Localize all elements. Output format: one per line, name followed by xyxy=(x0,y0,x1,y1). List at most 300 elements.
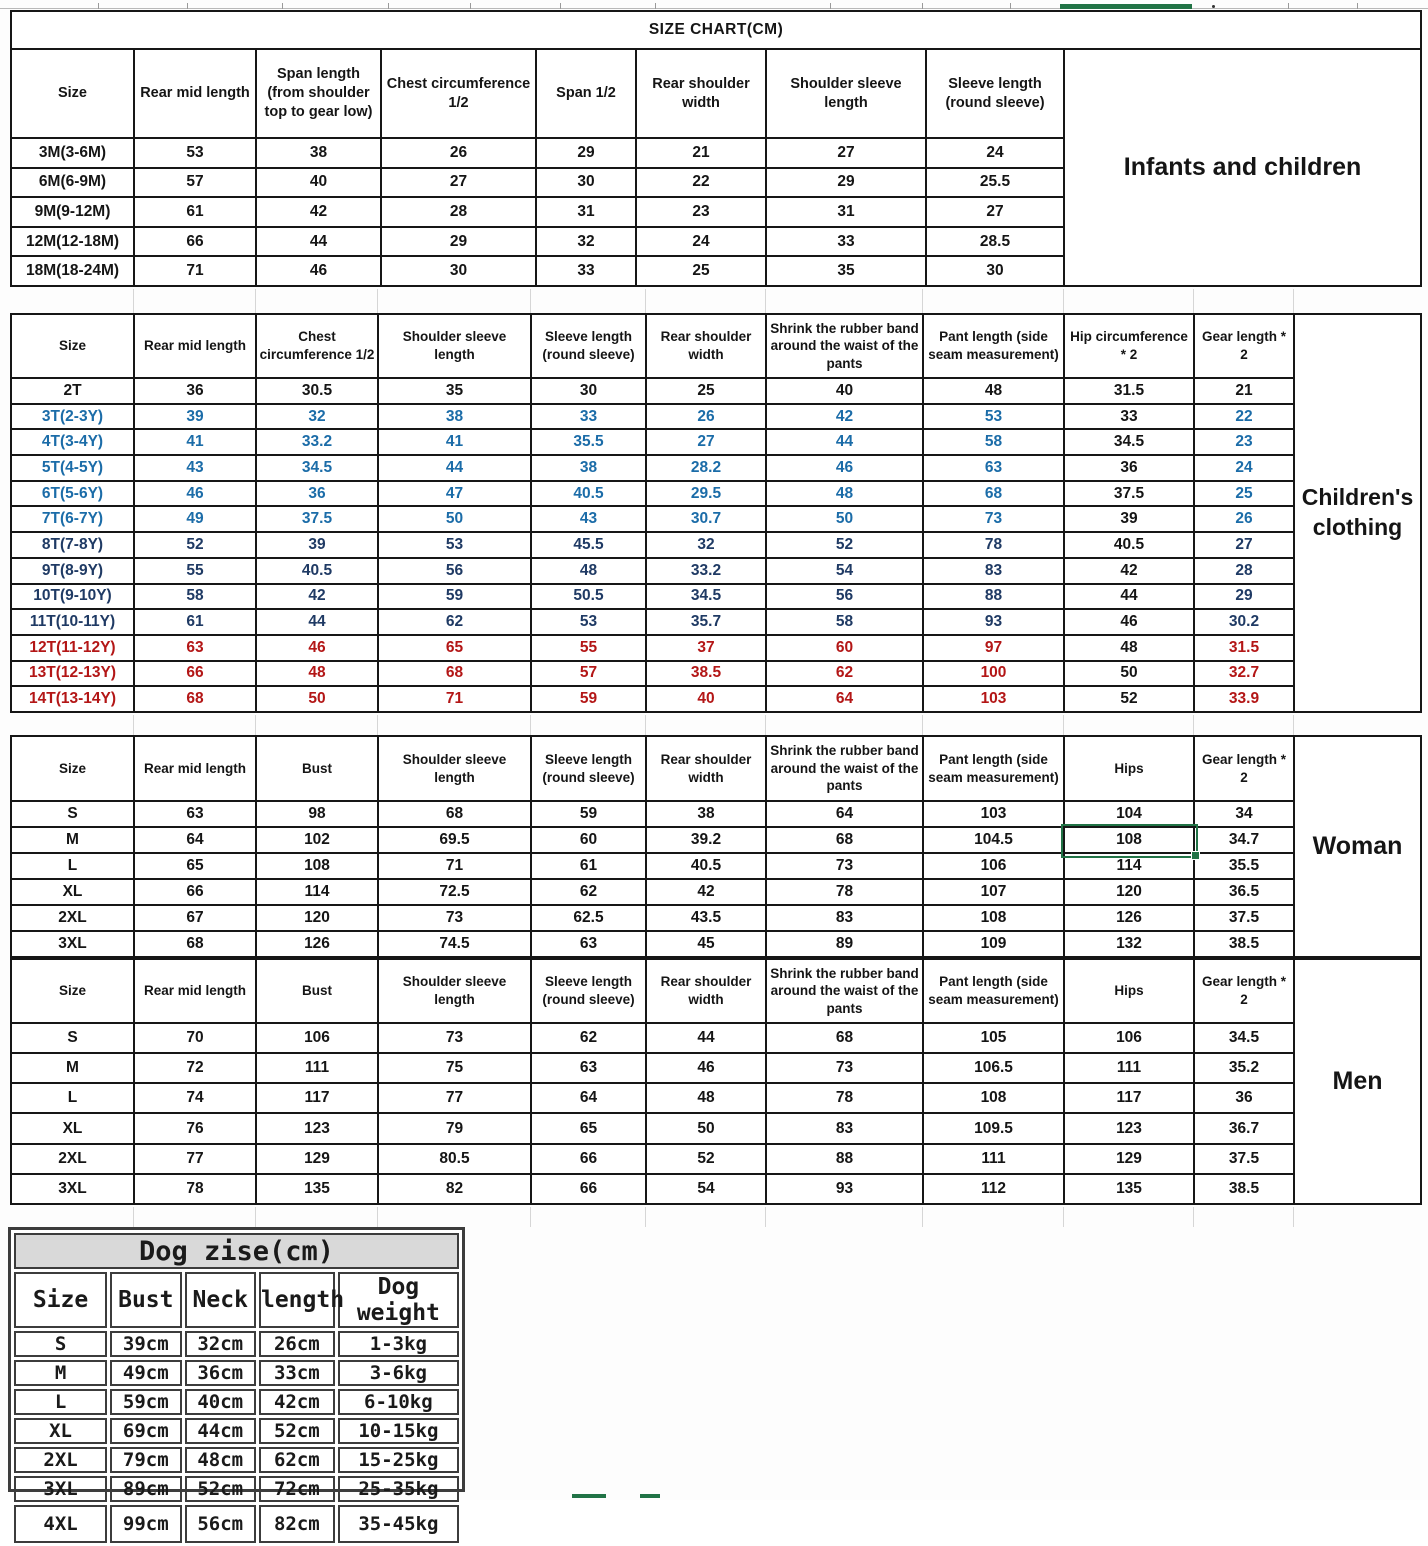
value-cell: 120 xyxy=(256,905,378,931)
value-cell: 68 xyxy=(134,931,256,957)
value-cell: 24 xyxy=(926,138,1064,168)
value-cell: 46 xyxy=(1064,609,1194,635)
value-cell: 36.5 xyxy=(1194,879,1294,905)
column-header: Gear length * 2 xyxy=(1194,314,1294,378)
value-cell: 80.5 xyxy=(378,1144,531,1174)
value-cell: 36 xyxy=(1064,455,1194,481)
value-cell: 88 xyxy=(923,584,1064,610)
size-label-cell: 2XL xyxy=(11,905,134,931)
value-cell: 65 xyxy=(378,635,531,661)
value-cell: 40 xyxy=(646,686,766,712)
value-cell: 38.5 xyxy=(1194,931,1294,957)
column-header: Rear shoulder width xyxy=(646,959,766,1023)
value-cell: 69.5 xyxy=(378,827,531,853)
header-row xyxy=(11,959,1421,1023)
value-cell: 83 xyxy=(766,1113,923,1143)
column-header: Hip circumference * 2 xyxy=(1064,314,1194,378)
value-cell: 30 xyxy=(381,256,536,286)
value-cell: 21 xyxy=(636,138,766,168)
size-label-cell: 4T(3-4Y) xyxy=(11,429,134,455)
value-cell: 64 xyxy=(766,801,923,827)
header-row xyxy=(14,1272,459,1328)
value-cell: 62cm xyxy=(259,1447,335,1473)
gridline-stub xyxy=(255,715,256,735)
value-cell: 27 xyxy=(381,168,536,198)
table-row xyxy=(14,1447,459,1473)
gridline-dot xyxy=(1212,5,1215,8)
gridline-stub xyxy=(530,715,531,735)
column-header: Rear shoulder width xyxy=(646,314,766,378)
value-cell: 35 xyxy=(378,378,531,404)
table-row xyxy=(11,429,1421,455)
value-cell: 72 xyxy=(134,1053,256,1083)
size-label-cell: 6T(5-6Y) xyxy=(11,481,134,507)
value-cell: 117 xyxy=(1064,1083,1194,1113)
value-cell: 135 xyxy=(1064,1174,1194,1204)
value-cell: 98 xyxy=(256,801,378,827)
value-cell: 63 xyxy=(134,635,256,661)
table-row xyxy=(14,1505,459,1543)
column-header: Bust xyxy=(110,1272,181,1328)
column-header: Size xyxy=(11,959,134,1023)
value-cell: 48 xyxy=(766,481,923,507)
value-cell: 52cm xyxy=(259,1418,335,1444)
value-cell: 93 xyxy=(766,1174,923,1204)
value-cell: 32.7 xyxy=(1194,661,1294,687)
value-cell: 71 xyxy=(134,256,256,286)
value-cell: 59 xyxy=(378,584,531,610)
value-cell: 68 xyxy=(134,686,256,712)
gridline-stub xyxy=(255,1207,256,1227)
value-cell: 39.2 xyxy=(646,827,766,853)
value-cell: 102 xyxy=(256,827,378,853)
column-header: Hips xyxy=(1064,736,1194,801)
value-cell: 43 xyxy=(134,455,256,481)
value-cell: 37 xyxy=(646,635,766,661)
value-cell: 40.5 xyxy=(531,481,646,507)
size-label-cell: 13T(12-13Y) xyxy=(11,661,134,687)
table-row xyxy=(14,1360,459,1386)
value-cell: 33.2 xyxy=(646,558,766,584)
value-cell: 35.7 xyxy=(646,609,766,635)
value-cell: 59 xyxy=(531,801,646,827)
value-cell: 26 xyxy=(1194,506,1294,532)
value-cell: 114 xyxy=(1064,853,1194,879)
value-cell: 26cm xyxy=(259,1331,335,1357)
value-cell: 79cm xyxy=(110,1447,181,1473)
value-cell: 105 xyxy=(923,1023,1064,1053)
size-label-cell: 14T(13-14Y) xyxy=(11,686,134,712)
value-cell: 42cm xyxy=(259,1389,335,1415)
table-row xyxy=(11,609,1421,635)
table-row xyxy=(11,1023,1421,1053)
value-cell: 46 xyxy=(256,256,381,286)
value-cell: 29.5 xyxy=(646,481,766,507)
header-row xyxy=(11,736,1421,801)
column-header: Shoulder sleeve length xyxy=(378,959,531,1023)
value-cell: 46 xyxy=(134,481,256,507)
value-cell: 39 xyxy=(256,532,378,558)
value-cell: 39cm xyxy=(110,1331,181,1357)
value-cell: 25 xyxy=(636,256,766,286)
column-header: Chest circumference 1/2 xyxy=(381,49,536,138)
value-cell: 61 xyxy=(134,197,256,227)
value-cell: 44 xyxy=(646,1023,766,1053)
value-cell: 33 xyxy=(1064,404,1194,430)
value-cell: 106 xyxy=(923,853,1064,879)
value-cell: 38.5 xyxy=(1194,1174,1294,1204)
value-cell: 42 xyxy=(256,197,381,227)
value-cell: 111 xyxy=(256,1053,378,1083)
value-cell: 49 xyxy=(134,506,256,532)
value-cell: 77 xyxy=(378,1083,531,1113)
value-cell: 46 xyxy=(646,1053,766,1083)
size-label-cell: 3XL xyxy=(11,931,134,957)
table-row xyxy=(11,1174,1421,1204)
selected-column-highlight xyxy=(1060,4,1192,9)
value-cell: 82cm xyxy=(259,1505,335,1543)
column-header: Shoulder sleeve length xyxy=(766,49,926,138)
table-row xyxy=(11,1144,1421,1174)
value-cell: 53 xyxy=(923,404,1064,430)
value-cell: 29 xyxy=(536,138,636,168)
value-cell: 61 xyxy=(531,853,646,879)
value-cell: 31.5 xyxy=(1194,635,1294,661)
value-cell: 1-3kg xyxy=(338,1331,459,1357)
table-row xyxy=(14,1331,459,1357)
value-cell: 123 xyxy=(1064,1113,1194,1143)
value-cell: 36.7 xyxy=(1194,1113,1294,1143)
value-cell: 46 xyxy=(256,635,378,661)
value-cell: 50 xyxy=(766,506,923,532)
column-header: Gear length * 2 xyxy=(1194,959,1294,1023)
gridline-stub xyxy=(645,1207,646,1227)
value-cell: 38 xyxy=(531,455,646,481)
value-cell: 54 xyxy=(766,558,923,584)
column-header: Rear mid length xyxy=(134,314,256,378)
value-cell: 58 xyxy=(923,429,1064,455)
value-cell: 112 xyxy=(923,1174,1064,1204)
value-cell: 42 xyxy=(256,584,378,610)
value-cell: 33 xyxy=(531,404,646,430)
gridline-stub xyxy=(133,289,134,313)
value-cell: 43 xyxy=(531,506,646,532)
gridline-tick xyxy=(1288,3,1289,9)
value-cell: 62 xyxy=(378,609,531,635)
gridline-stub xyxy=(1193,1207,1194,1227)
value-cell: 38 xyxy=(378,404,531,430)
table-row xyxy=(11,827,1421,853)
value-cell: 45 xyxy=(646,931,766,957)
value-cell: 37.5 xyxy=(1194,905,1294,931)
value-cell: 25.5 xyxy=(926,168,1064,198)
value-cell: 73 xyxy=(378,905,531,931)
value-cell: 62 xyxy=(531,879,646,905)
value-cell: 100 xyxy=(923,661,1064,687)
size-table-woman xyxy=(10,735,1422,958)
gridline-stub xyxy=(922,715,923,735)
column-header: Pant length (side seam measurement) xyxy=(923,736,1064,801)
size-label-cell: M xyxy=(14,1360,107,1386)
value-cell: 35 xyxy=(766,256,926,286)
value-cell: 55 xyxy=(134,558,256,584)
dog-table-title: Dog zise(cm) xyxy=(14,1233,459,1269)
value-cell: 26 xyxy=(646,404,766,430)
value-cell: 34.5 xyxy=(256,455,378,481)
value-cell: 57 xyxy=(531,661,646,687)
column-header: Size xyxy=(11,314,134,378)
value-cell: 35.5 xyxy=(531,429,646,455)
size-label-cell: S xyxy=(11,801,134,827)
value-cell: 32 xyxy=(256,404,378,430)
value-cell: 48 xyxy=(923,378,1064,404)
value-cell: 66 xyxy=(531,1174,646,1204)
dog-size-table xyxy=(11,1230,462,1546)
size-table-men xyxy=(10,958,1422,1205)
value-cell: 82 xyxy=(378,1174,531,1204)
value-cell: 78 xyxy=(766,1083,923,1113)
value-cell: 43.5 xyxy=(646,905,766,931)
size-label-cell: 12T(11-12Y) xyxy=(11,635,134,661)
dog-size-table-frame xyxy=(8,1227,465,1535)
value-cell: 99cm xyxy=(110,1505,181,1543)
value-cell: 40.5 xyxy=(646,853,766,879)
table-row xyxy=(11,686,1421,712)
size-label-cell: 2XL xyxy=(11,1144,134,1174)
size-label-cell: XL xyxy=(11,1113,134,1143)
gridline-stub xyxy=(133,1207,134,1227)
value-cell: 52cm xyxy=(185,1476,256,1502)
value-cell: 75 xyxy=(378,1053,531,1083)
value-cell: 33.2 xyxy=(256,429,378,455)
value-cell: 28 xyxy=(1194,558,1294,584)
table-row xyxy=(11,1113,1421,1143)
value-cell: 34 xyxy=(1194,801,1294,827)
size-label-cell: 2T xyxy=(11,378,134,404)
value-cell: 68 xyxy=(378,661,531,687)
value-cell: 49cm xyxy=(110,1360,181,1386)
value-cell: 103 xyxy=(923,801,1064,827)
value-cell: 97 xyxy=(923,635,1064,661)
value-cell: 52 xyxy=(646,1144,766,1174)
value-cell: 78 xyxy=(923,532,1064,558)
value-cell: 50 xyxy=(1064,661,1194,687)
gridline-stub xyxy=(765,715,766,735)
gridline-stub xyxy=(133,715,134,735)
value-cell: 32 xyxy=(646,532,766,558)
column-header: Shrink the rubber band around the waist of the pants xyxy=(766,959,923,1023)
value-cell: 65 xyxy=(134,853,256,879)
value-cell: 108 xyxy=(1064,827,1194,853)
value-cell: 24 xyxy=(636,227,766,257)
size-label-cell: 9M(9-12M) xyxy=(11,197,134,227)
value-cell: 35-45kg xyxy=(338,1505,459,1543)
table-row xyxy=(11,931,1421,957)
value-cell: 23 xyxy=(636,197,766,227)
value-cell: 44cm xyxy=(185,1418,256,1444)
size-table-children xyxy=(10,313,1422,713)
value-cell: 34.5 xyxy=(1194,1023,1294,1053)
value-cell: 28 xyxy=(381,197,536,227)
table-row xyxy=(11,661,1421,687)
column-header: Rear shoulder width xyxy=(636,49,766,138)
sheet-tab-indicator xyxy=(572,1494,606,1498)
value-cell: 42 xyxy=(766,404,923,430)
value-cell: 111 xyxy=(1064,1053,1194,1083)
value-cell: 69cm xyxy=(110,1418,181,1444)
size-label-cell: M xyxy=(11,1053,134,1083)
value-cell: 52 xyxy=(134,532,256,558)
value-cell: 45.5 xyxy=(531,532,646,558)
size-label-cell: XL xyxy=(14,1418,107,1444)
value-cell: 44 xyxy=(378,455,531,481)
value-cell: 41 xyxy=(378,429,531,455)
value-cell: 106 xyxy=(256,1023,378,1053)
value-cell: 22 xyxy=(1194,404,1294,430)
value-cell: 40 xyxy=(256,168,381,198)
table-row xyxy=(14,1476,459,1502)
column-header: Rear mid length xyxy=(134,736,256,801)
gridline-tick xyxy=(388,3,389,9)
column-header: Hips xyxy=(1064,959,1194,1023)
table-row xyxy=(11,584,1421,610)
value-cell: 109 xyxy=(923,931,1064,957)
value-cell: 52 xyxy=(766,532,923,558)
value-cell: 26 xyxy=(381,138,536,168)
value-cell: 48 xyxy=(1064,635,1194,661)
value-cell: 74.5 xyxy=(378,931,531,957)
category-label: Men xyxy=(1294,959,1421,1204)
size-label-cell: XL xyxy=(11,879,134,905)
value-cell: 56 xyxy=(378,558,531,584)
gridline-stub xyxy=(1063,715,1064,735)
value-cell: 31 xyxy=(766,197,926,227)
column-header: Pant length (side seam measurement) xyxy=(923,959,1064,1023)
column-header: Chest circumference 1/2 xyxy=(256,314,378,378)
gridline-tick xyxy=(560,3,561,9)
value-cell: 108 xyxy=(256,853,378,879)
value-cell: 32 xyxy=(536,227,636,257)
value-cell: 54 xyxy=(646,1174,766,1204)
header-row xyxy=(11,49,1421,138)
value-cell: 33cm xyxy=(259,1360,335,1386)
value-cell: 37.5 xyxy=(256,506,378,532)
category-label: Infants and children xyxy=(1064,49,1421,286)
value-cell: 41 xyxy=(134,429,256,455)
value-cell: 79 xyxy=(378,1113,531,1143)
value-cell: 72.5 xyxy=(378,879,531,905)
gridline-stub xyxy=(377,715,378,735)
gridline-tick xyxy=(655,3,656,9)
value-cell: 108 xyxy=(923,1083,1064,1113)
value-cell: 36cm xyxy=(185,1360,256,1386)
value-cell: 68 xyxy=(766,827,923,853)
value-cell: 53 xyxy=(531,609,646,635)
column-header: Shrink the rubber band around the waist of the pants xyxy=(766,314,923,378)
value-cell: 44 xyxy=(256,609,378,635)
value-cell: 129 xyxy=(1064,1144,1194,1174)
value-cell: 59 xyxy=(531,686,646,712)
value-cell: 78 xyxy=(134,1174,256,1204)
value-cell: 25-35kg xyxy=(338,1476,459,1502)
value-cell: 117 xyxy=(256,1083,378,1113)
gridline-stub xyxy=(530,1207,531,1227)
value-cell: 37.5 xyxy=(1064,481,1194,507)
table-row xyxy=(11,879,1421,905)
size-label-cell: 18M(18-24M) xyxy=(11,256,134,286)
value-cell: 126 xyxy=(256,931,378,957)
sheet-top-gridline xyxy=(0,8,1428,9)
table-row xyxy=(11,801,1421,827)
column-header: Sleeve length (round sleeve) xyxy=(531,314,646,378)
value-cell: 62 xyxy=(766,661,923,687)
value-cell: 68 xyxy=(378,801,531,827)
size-label-cell: 7T(6-7Y) xyxy=(11,506,134,532)
size-label-cell: 3XL xyxy=(11,1174,134,1204)
size-label-cell: 9T(8-9Y) xyxy=(11,558,134,584)
value-cell: 58 xyxy=(766,609,923,635)
size-label-cell: S xyxy=(14,1331,107,1357)
table-row xyxy=(14,1389,459,1415)
value-cell: 30.2 xyxy=(1194,609,1294,635)
value-cell: 29 xyxy=(766,168,926,198)
gridline-tick xyxy=(1357,3,1358,9)
value-cell: 34.7 xyxy=(1194,827,1294,853)
gridline-stub xyxy=(377,1207,378,1227)
value-cell: 56 xyxy=(766,584,923,610)
value-cell: 53 xyxy=(134,138,256,168)
value-cell: 55 xyxy=(531,635,646,661)
gridline-stub xyxy=(1293,1207,1294,1227)
value-cell: 27 xyxy=(646,429,766,455)
column-header: Pant length (side seam measurement) xyxy=(923,314,1064,378)
value-cell: 103 xyxy=(923,686,1064,712)
column-header: Dog weight xyxy=(338,1272,459,1328)
value-cell: 111 xyxy=(923,1144,1064,1174)
value-cell: 25 xyxy=(1194,481,1294,507)
value-cell: 63 xyxy=(134,801,256,827)
size-label-cell: 10T(9-10Y) xyxy=(11,584,134,610)
value-cell: 132 xyxy=(1064,931,1194,957)
value-cell: 30.5 xyxy=(256,378,378,404)
column-header: Bust xyxy=(256,959,378,1023)
value-cell: 38 xyxy=(646,801,766,827)
value-cell: 52 xyxy=(1064,686,1194,712)
value-cell: 68 xyxy=(766,1023,923,1053)
value-cell: 46 xyxy=(766,455,923,481)
value-cell: 61 xyxy=(134,609,256,635)
value-cell: 71 xyxy=(378,853,531,879)
gridline-stub xyxy=(645,715,646,735)
value-cell: 63 xyxy=(531,931,646,957)
size-label-cell: S xyxy=(11,1023,134,1053)
value-cell: 40.5 xyxy=(1064,532,1194,558)
value-cell: 44 xyxy=(766,429,923,455)
value-cell: 36 xyxy=(1194,1083,1294,1113)
value-cell: 58 xyxy=(134,584,256,610)
size-label-cell: M xyxy=(11,827,134,853)
value-cell: 50 xyxy=(646,1113,766,1143)
value-cell: 57 xyxy=(134,168,256,198)
category-label: Children's clothing xyxy=(1294,314,1421,712)
column-header: Neck xyxy=(185,1272,256,1328)
gridline-tick xyxy=(922,3,923,9)
table-row xyxy=(11,853,1421,879)
value-cell: 39 xyxy=(1064,506,1194,532)
table-row xyxy=(11,481,1421,507)
value-cell: 120 xyxy=(1064,879,1194,905)
column-header: Sleeve length (round sleeve) xyxy=(926,49,1064,138)
